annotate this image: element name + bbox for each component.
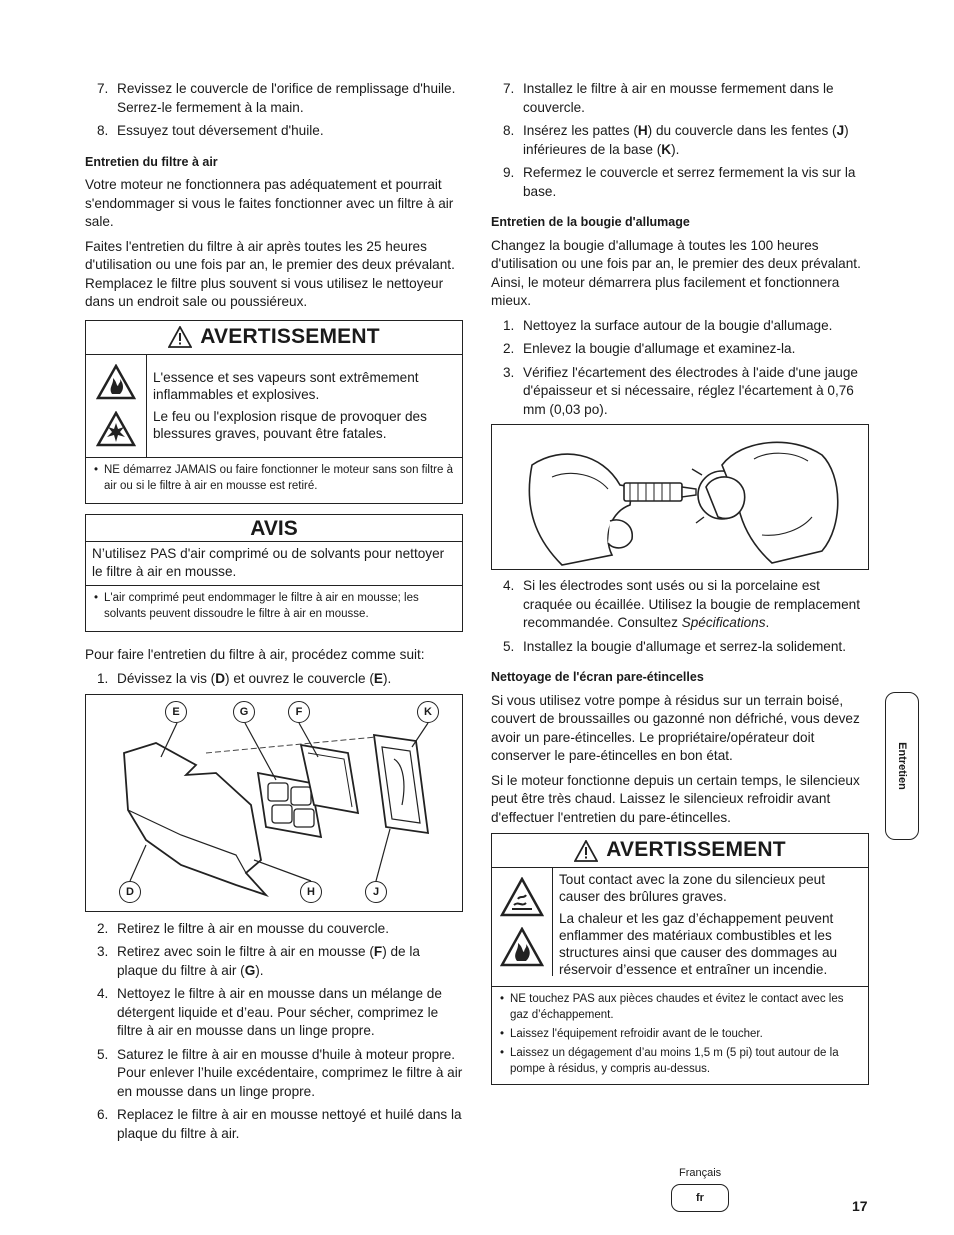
warning-bullets: • NE démarrez JAMAIS ou faire fonctionner le moteur sans son filtre à air ou si le filtre à air en mousse est retiré. xyxy=(86,458,462,503)
warning-text: Tout contact avec la zone du silencieux peut causer des brûlures graves. La chaleur et les gaz d’échappement peuvent enflammer des matériaux combustibles et les structures ainsi que causer des dommages au réservoir d’essence et entraîner un incendie. xyxy=(559,872,838,977)
explosion-hazard-icon xyxy=(96,411,136,447)
warning-triangle-icon xyxy=(574,840,598,862)
oil-steps-list xyxy=(85,80,463,141)
warning-middle xyxy=(86,355,462,458)
list-item: 7. Installez le filtre à air en mousse fermement dans le couvercle. xyxy=(503,81,834,115)
warning-triangle-icon xyxy=(168,326,192,348)
procedure-intro: Pour faire l'entretien du filtre à air, procédez comme suit: xyxy=(85,646,425,662)
warning-box-fuel xyxy=(85,320,463,504)
avis-body: N’utilisez PAS d'air comprimé ou de solvants pour nettoyer le filtre à air en mousse. xyxy=(86,542,462,586)
procedure-step-1 xyxy=(85,670,463,689)
callout-G: G xyxy=(233,701,255,723)
warning-box-muffler xyxy=(491,833,869,1085)
language-badge: fr xyxy=(671,1184,729,1212)
section-tab-label: Entretien xyxy=(896,742,908,790)
callout-D: D xyxy=(119,881,141,903)
spark-arrester-heading: Nettoyage de l'écran pare-étincelles xyxy=(491,670,704,684)
section-tab xyxy=(885,692,919,840)
language-label: Français xyxy=(679,1167,722,1179)
paragraph: Changez la bougie d'allumage à toutes les 100 heures d'utilisation ou une fois par an, le premier des deux prévalant. Ainsi, le moteur démarrera plus facilement et fonctionnera mieux. xyxy=(491,237,861,308)
warning-text: L'essence et ses vapeurs sont extrêmement inflammables et explosives. Le feu ou l'explosion risque de provoquer des blessures graves, pouvant être fatales. xyxy=(153,369,427,441)
list-item: 8. Essuyez tout déversement d'huile. xyxy=(97,123,324,138)
hot-surface-icon xyxy=(500,877,544,917)
list-item: 4. Nettoyez le filtre à air en mousse dans un mélange de détergent liquide et d’eau. Pour sécher, comprimez le filtre à air en mousse dans un linge propre. xyxy=(97,986,442,1038)
list-item: 9. Refermez le couvercle et serrez fermement la vis sur la base. xyxy=(503,165,856,199)
spark-plug-heading: Entretien de la bougie d'allumage xyxy=(491,215,690,229)
spark-plug-gauge-illustration xyxy=(492,425,868,569)
procedure-steps-list xyxy=(85,920,463,1144)
reassembly-steps-list xyxy=(491,80,869,201)
callout-H: H xyxy=(300,881,322,903)
callout-E: E xyxy=(165,701,187,723)
warning-icons xyxy=(492,868,553,976)
paragraph: Votre moteur ne fonctionnera pas adéquatement et pourrait s'endommager si vous le faites fonctionner avec un filtre à air sale. xyxy=(85,177,454,229)
warning-middle xyxy=(492,868,868,987)
spark-plug-figure xyxy=(491,424,869,570)
air-filter-figure xyxy=(85,694,463,912)
avis-bullets: • L'air comprimé peut endommager le filtre à air en mousse; les solvants peuvent dissoudre le filtre à air en mousse. xyxy=(86,586,462,631)
warning-bullets: • NE touchez PAS aux pièces chaudes et évitez le contact avec les gaz d’échappement. • Laissez l'équipement refroidir avant de le toucher. • Laissez un dégagement d’au moins 1,5 m (5 pi) tout autour de la pompe à résidus, y compris au-dessus. xyxy=(492,987,868,1084)
callout-J: J xyxy=(365,881,387,903)
air-filter-exploded-illustration xyxy=(86,695,462,911)
notice-box-avis xyxy=(85,514,463,632)
fire-hazard-icon xyxy=(96,364,136,400)
warning-header: AVERTISSEMENT xyxy=(492,834,868,868)
fire-hazard-icon xyxy=(500,927,544,967)
callout-K: K xyxy=(417,701,439,723)
list-item: 3. Retirez avec soin le filtre à air en mousse (F) de la plaque du filtre à air (G). xyxy=(97,944,420,978)
paragraph: Si vous utilisez votre pompe à résidus sur un terrain boisé, couvert de broussailles ou gazonné non défriché, vous devez avoir un pare-étincelles. Le propriétaire/opérateur doit conserver le pare-étincelles en bon état. xyxy=(491,692,860,763)
list-item: 1. Dévissez la vis (D) et ouvrez le couvercle (E). xyxy=(97,671,392,686)
list-item: 7. Revissez le couvercle de l'orifice de remplissage d'huile. Serrez-le fermement à la main. xyxy=(97,81,456,115)
spark-plug-steps-list-2 xyxy=(491,577,869,656)
list-item: 5. Installez la bougie d'allumage et serrez-la solidement. xyxy=(503,638,846,654)
callout-F: F xyxy=(288,701,310,723)
air-filter-heading: Entretien du filtre à air xyxy=(85,154,218,169)
paragraph: Faites l'entretien du filtre à air après toutes les 25 heures d'utilisation ou une fois par an, le premier des deux prévalant. Remplacez le filtre plus souvent si vous utilisez le nettoyeur dans un endroit sale ou poussiéreux. xyxy=(85,238,455,309)
list-item: 5. Saturez le filtre à air en mousse d'huile à moteur propre. Pour enlever l’huile excédentaire, comprimez le filtre à air en mousse dans un linge propre. xyxy=(97,1046,463,1099)
list-item: 1. Nettoyez la surface autour de la bougie d'allumage. xyxy=(503,317,833,333)
left-column xyxy=(85,80,463,1148)
list-item: 3. Vérifiez l'écartement des électrodes à l'aide d'une jauge d'épaisseur et si nécessaire, réglez l'écartement à 0,76 mm (0,03 po). xyxy=(503,364,858,417)
paragraph: Si le moteur fonctionne depuis un certain temps, le silencieux peut être très chaud. Laissez le silencieux refroidir avant d'effectuer l'entretien du pare-étincelles. xyxy=(491,772,860,825)
spark-plug-steps-list xyxy=(491,317,869,420)
warning-icons xyxy=(86,355,147,457)
list-item: 8. Insérez les pattes (H) du couvercle dans les fentes (J) inférieures de la base (K). xyxy=(503,123,849,157)
list-item: 6. Replacez le filtre à air en mousse nettoyé et huilé dans la plaque du filtre à air. xyxy=(97,1107,462,1141)
avis-header: AVIS xyxy=(86,515,462,542)
list-item: 2. Enlevez la bougie d'allumage et examinez-la. xyxy=(503,341,796,356)
right-column xyxy=(491,80,869,1095)
list-item: 2. Retirez le filtre à air en mousse du couvercle. xyxy=(97,920,389,936)
page-number: 17 xyxy=(852,1198,868,1214)
list-item: 4. Si les électrodes sont usés ou si la porcelaine est craquée ou écaillée. Utilisez la bougie de remplacement recommandée. Consultez Spécifications. xyxy=(503,578,861,630)
warning-header: AVERTISSEMENT xyxy=(86,321,462,355)
